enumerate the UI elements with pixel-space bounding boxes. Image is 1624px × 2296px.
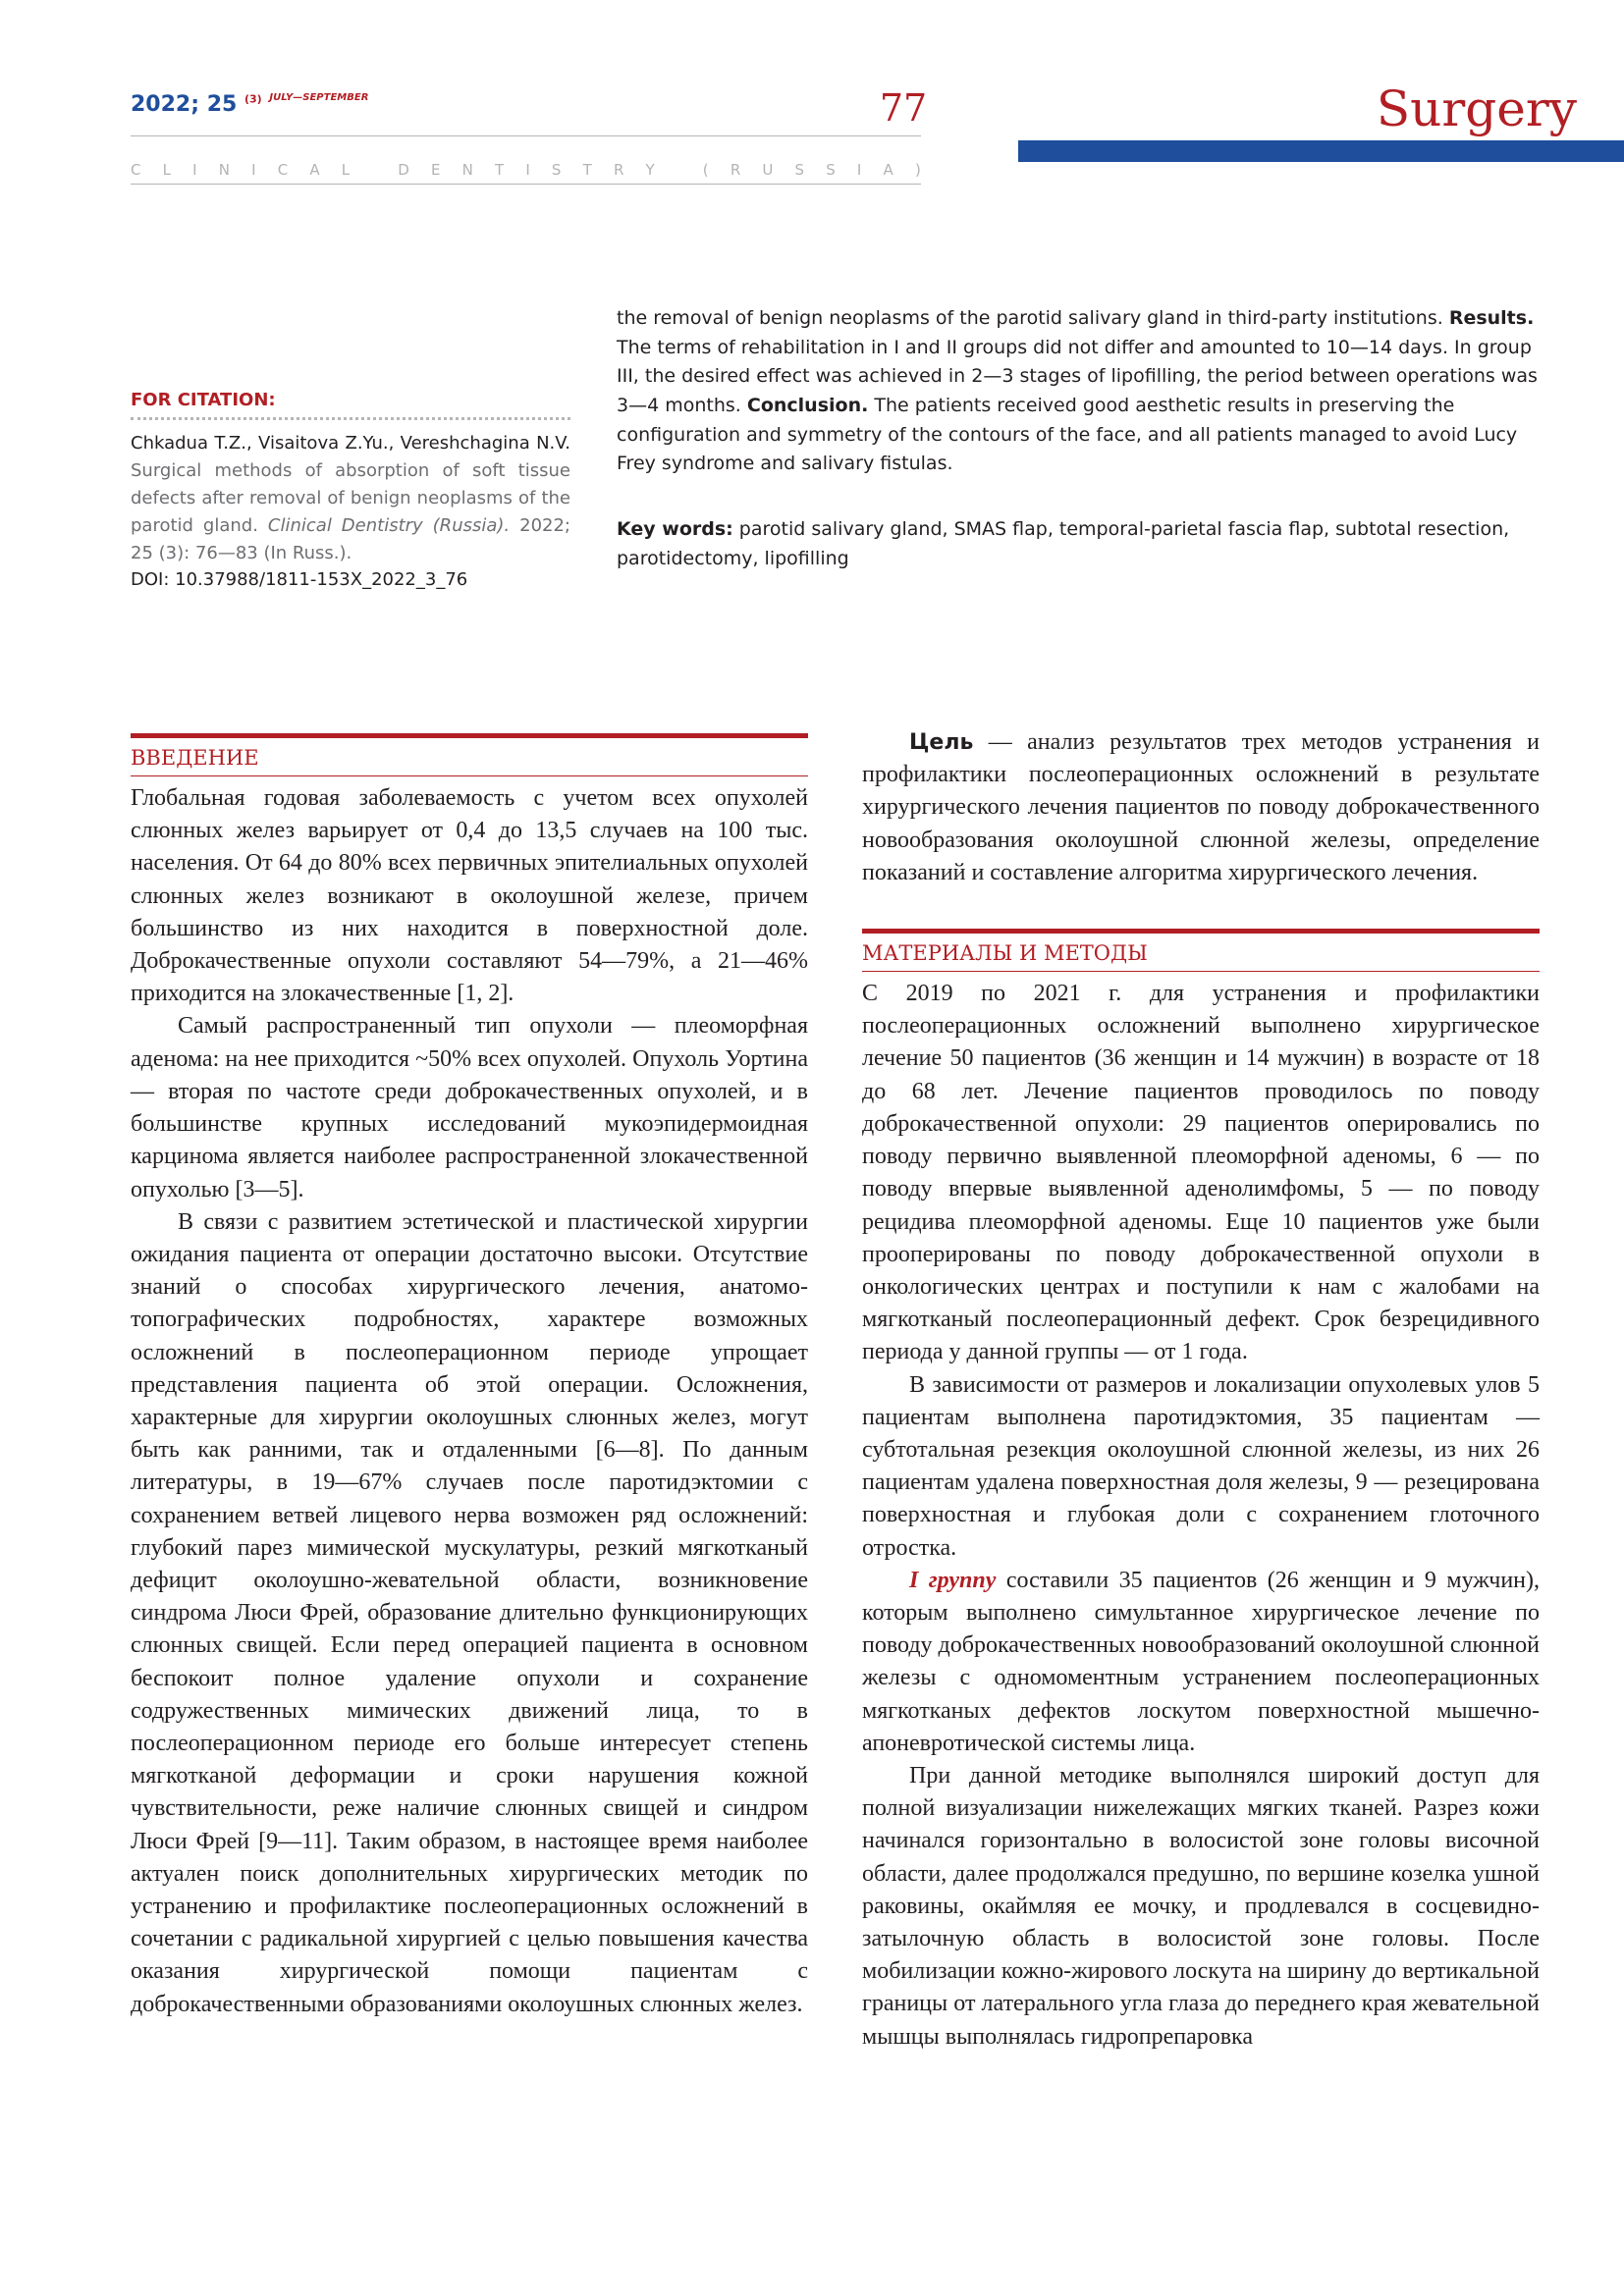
abstract-results: The terms of rehabilitation in I and II groups did not differ and amounted to 10—14 days. In group III, the desired effect was achieved in 2—3 stages of lipofilling, the period between operations was 3—4 months. bbox=[617, 336, 1538, 416]
journal-name-letter: E bbox=[430, 161, 441, 179]
journal-name-letter: S bbox=[794, 161, 805, 179]
journal-name-letter: N bbox=[218, 161, 230, 179]
intro-paragraph-3: В связи с развитием эстетической и пластической хирургии ожидания пациента от операции достаточно высоки. Отсутствие знаний о способах хирургического лечения, анатомо-топографических подробностях, характере возможных осложнений в послеоперационном периоде упрощает представления пациента об этой операции. Осложнения, характерные для хирургии околоушных слюнных желез, могут быть как ранними, так и отдаленными [6—8]. По данным литературы, в 19—67% случаев после паротидэктомии с сохранением ветвей лицевого нерва возможен ряд осложнений: глубокий парез мимической мускулатуры, резкий мягкотканый дефицит околоушно-жевательной области, возникновение синдрома Люси Фрей, образование длительно функционирующих слюнных свищей. Если перед операцией пациента в основном беспокоит полное удаление опухоли и сохранение содружественных мимических движений лица, то в послеоперационном периоде его больше интересует степень мягкотканой деформации и сроки нарушения кожной чувствительности, реже наличие слюнных свищей и синдром Люси Фрей [9—11]. Таким образом, в настоящее время наиболее актуален поиск дополнительных хирургических методик по устранению и профилактике послеоперационных осложнений в сочетании с радикальной хирургией с целью повышения качества оказания хирургической помощи пациентам с доброкачественными образованиями околоушных слюнных желез. bbox=[131, 1208, 808, 2017]
journal-name-letter: N bbox=[461, 161, 473, 179]
abstract-results-label: Results. bbox=[1448, 307, 1535, 329]
citation-heading: FOR CITATION: bbox=[131, 390, 276, 410]
left-column bbox=[131, 733, 808, 2021]
journal-name-letter: I bbox=[856, 161, 862, 179]
journal-name-letter: C bbox=[277, 161, 289, 179]
header-rule-bottom bbox=[131, 184, 921, 185]
citation-block bbox=[131, 430, 570, 594]
journal-name-letter: R bbox=[613, 161, 624, 179]
abstract-methods-tail: the removal of benign neoplasms of the parotid salivary gland in third-party institutions. bbox=[617, 307, 1449, 329]
keywords-list: parotid salivary gland, SMAS flap, temporal-parietal fascia flap, subtotal resection, parotidectomy, lipofilling bbox=[617, 518, 1510, 569]
aim-text: — анализ результатов трех методов устранения и профилактики послеоперационных осложнений в результате хирургического лечения пациентов по поводу доброкачественного новообразования околоушной слюнной железы, определение показаний и составление алгоритма хирургического лечения. bbox=[862, 729, 1540, 885]
journal-name-letter: D bbox=[398, 161, 409, 179]
journal-name-letter: ) bbox=[914, 161, 921, 179]
header-rule-top bbox=[131, 135, 921, 136]
intro-paragraph-1: Глобальная годовая заболеваемость с учетом всех опухолей слюнных желез варьирует от 0,4 до 13,5 случаев на 100 тыс. населения. От 64 до 80% всех первичных эпителиальных опухолей слюнных желез возникают в околоушной железе, причем большинство из них находится в поверхностной доле. Доброкачественные опухоли составляют 54—79%, а 21—46% приходится на злокачественные [1, 2]. bbox=[131, 785, 808, 1007]
journal-name-letter: C bbox=[131, 161, 141, 179]
journal-name-letter: T bbox=[495, 161, 505, 179]
journal-name-letter: A bbox=[883, 161, 893, 179]
journal-name-letter: S bbox=[551, 161, 562, 179]
journal-name-letter: I bbox=[192, 161, 197, 179]
abstract-text bbox=[617, 304, 1543, 479]
page-number: 77 bbox=[879, 86, 928, 130]
citation-journal: Clinical Dentistry (Russia). bbox=[267, 514, 511, 536]
year-volume: 2022; 25 bbox=[131, 92, 238, 117]
abstract-conclusion-label: Conclusion. bbox=[746, 394, 869, 416]
citation-authors: Chkadua T.Z., Visaitova Z.Yu., Vereshchagina N.V. bbox=[131, 433, 570, 454]
section-color-bar bbox=[1018, 140, 1624, 162]
journal-name-letter: S bbox=[826, 161, 836, 179]
citation-doi: DOI: 10.37988/1811-153X_2022_3_76 bbox=[131, 569, 468, 591]
journal-name-letter: L bbox=[341, 161, 351, 179]
journal-name-letter: I bbox=[525, 161, 530, 179]
group-one-label: I группу bbox=[909, 1567, 997, 1593]
abstract-conclusion: The patients received good aesthetic results in preserving the configuration and symmetry of the contours of the face, and all patients managed to avoid Lucy Frey syndrome and salivary fistulas. bbox=[617, 394, 1518, 475]
issue-number: (3) bbox=[244, 92, 262, 106]
methods-paragraph-3 bbox=[862, 1565, 1540, 1760]
journal-name-letter: R bbox=[730, 161, 741, 179]
group-one-text: составили 35 пациентов (26 женщин и 9 мужчин), которым выполнено симультанное хирургическое лечение по поводу доброкачественных новообразований околоушной слюнной железы с одномоментным устранением послеоперационных мягкотканых дефектов лоскутом поверхностной мышечно-апоневротической системы лица. bbox=[862, 1567, 1540, 1756]
keywords bbox=[617, 515, 1543, 573]
right-column bbox=[862, 726, 1540, 2054]
intro-paragraph-2: Самый распространенный тип опухоли — плеоморфная аденома: на нее приходится ~50% всех опухолей. Опухоль Уортина — вторая по частоте среди доброкачественных опухолей, и в большинстве крупных исследований мукоэпидермоидная карцинома является наиболее распространенной злокачественной опухолью [3—5]. bbox=[131, 1013, 808, 1202]
journal-name-letter bbox=[371, 161, 376, 179]
intro-heading: ВВЕДЕНИЕ bbox=[131, 738, 808, 776]
citation-dotted-divider bbox=[131, 417, 570, 420]
methods-paragraph-4: При данной методике выполнялся широкий доступ для полной визуализации нижележащих мягких тканей. Разрез кожи начинался горизонтально в волосистой зоне головы височной области, далее продолжался предушно, по вершине козелка ушной раковины, окаймляя ее мочку, и продлевался в сосцевидно-затылочную область в волосистой зоне головы. После мобилизации кожно-жирового лоскута на ширину до вертикальной границы от латерального угла глаза до переднего края жевательной мышцы выполнялась гидропрепаровка bbox=[862, 1762, 1540, 2050]
journal-name-letter: Y bbox=[645, 161, 655, 179]
journal-name-letter: U bbox=[762, 161, 774, 179]
journal-name-letter: L bbox=[162, 161, 171, 179]
issue-months: JULY—SEPTEMBER bbox=[269, 92, 369, 103]
methods-paragraph-2: В зависимости от размеров и локализации опухолевых улов 5 пациентам выполнена паротидэктомия, 35 пациентам — субтотальная резекция околоушной слюнной железы, из них 26 пациентам удалена поверхностная доля железы, 9 — резецирована поверхностная и глубокая доли с сохранением глоточного отростка. bbox=[862, 1371, 1540, 1561]
journal-name bbox=[131, 161, 921, 179]
keywords-label: Key words: bbox=[617, 518, 733, 540]
aim-label: Цель bbox=[909, 730, 974, 755]
methods-paragraph-1: С 2019 по 2021 г. для устранения и профилактики послеоперационных осложнений выполнено хирургическое лечение 50 пациентов (36 женщин и 14 мужчин) в возрасте от 18 до 68 лет. Лечение пациентов проводилось по поводу доброкачественной опухоли: 29 пациентов оперировались по поводу первично выявленной плеоморфной аденомы, 6 — по поводу впервые выявленной аденолимфомы, 5 — по поводу рецидива плеоморфной аденомы. Еще 10 пациентов уже были прооперированы по поводу доброкачественной опухоли в онкологических центрах и поступили к нам с жалобами на мягкотканый послеоперационный дефект. Срок безрецидивного периода у данной группы — от 1 года. bbox=[862, 981, 1540, 1365]
section-title: Surgery bbox=[1376, 80, 1577, 137]
citation-title: Surgical methods of absorption of soft tissue defects after removal of benign neoplasms of the parotid gland. bbox=[131, 459, 570, 536]
issue-info bbox=[131, 92, 368, 117]
journal-name-letter: I bbox=[251, 161, 256, 179]
journal-name-letter: ( bbox=[702, 161, 709, 179]
citation-details: 2022; 25 (3): 76—83 (In Russ.). bbox=[131, 514, 570, 563]
journal-name-letter bbox=[677, 161, 681, 179]
journal-name-letter: A bbox=[309, 161, 320, 179]
journal-name-letter: T bbox=[582, 161, 592, 179]
methods-heading: МАТЕРИАЛЫ И МЕТОДЫ bbox=[862, 934, 1540, 972]
aim-paragraph bbox=[862, 726, 1540, 889]
